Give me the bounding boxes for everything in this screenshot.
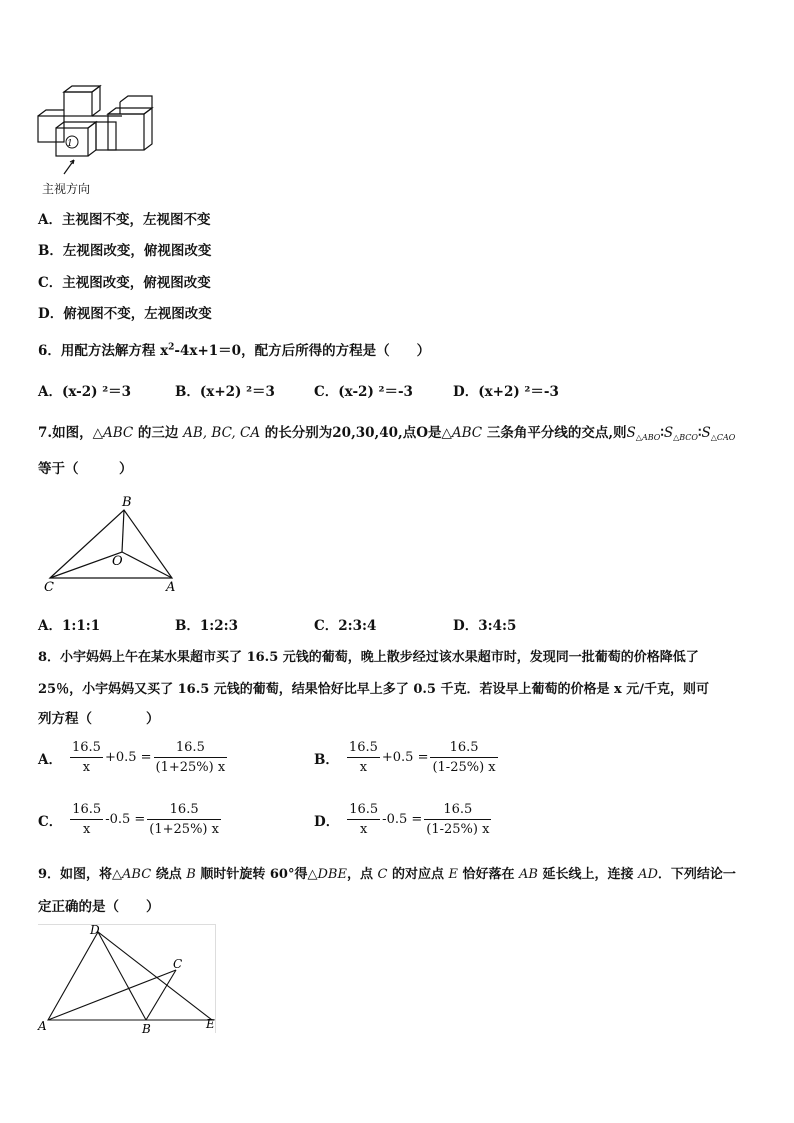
figure-caption: 主视方向	[42, 182, 91, 196]
q6-option-b: B．(x+2) ²＝3	[175, 384, 275, 400]
q8-option-a: A． $\frac{16.5}{x}$ +0.5 = $\frac{16.5}{(1+25\%) x}$	[38, 740, 226, 775]
cube-circle-number: 1	[67, 139, 73, 149]
q9-stem-line2: 定正确的是（ ）	[38, 899, 160, 915]
q7-stem: 7.如图，△ABC 的三边 AB, BC, CA 的长分别为20,30,40,点O是△ABC 三条角平分线的交点,则$S_{\triangle ABO}∶S_{\triangle BCO}∶S_{\triangle CAO}$	[38, 425, 736, 442]
triangle-abc-figure	[38, 490, 188, 595]
q7-option-d: D．3:4:5	[453, 618, 517, 634]
label-b: B	[142, 1022, 151, 1036]
q7-stem-line2: 等于（ ）	[38, 461, 133, 477]
label-a: A	[38, 1019, 47, 1033]
q8-stem-line2: 25％，小宇妈妈又买了 16.5 元钱的葡萄，结果恰好比早上多了 0.5 千克．若设早上葡萄的价格是 x 元/千克，则可	[38, 682, 710, 697]
label-b: B	[122, 495, 132, 510]
q6-option-a: A．(x-2) ²＝3	[38, 384, 132, 400]
q8-stem-line1: 8．小宇妈妈上午在某水果超市买了 16.5 元钱的葡萄，晚上散步经过该水果超市时，发现同一批葡萄的价格降低了	[38, 650, 699, 665]
label-c: C	[44, 580, 54, 595]
label-c: C	[173, 957, 183, 971]
q8-option-d: D． $\frac{16.5}{x}$ -0.5 = $\frac{16.5}{(1-25\%) x}$	[314, 802, 490, 837]
q6-option-d: D．(x+2) ²＝-3	[453, 384, 559, 400]
q7-option-c: C．2:3:4	[314, 618, 377, 634]
q5-option-c: C．主视图改变，俯视图改变	[38, 275, 211, 291]
q8-option-b: B． $\frac{16.5}{x}$ +0.5 = $\frac{16.5}{(1-25\%) x}$	[314, 740, 496, 775]
q6-stem: 6．用配方法解方程 $x^2-4x+1=0$，配方后所得的方程是（ ）	[38, 342, 431, 359]
q7-option-a: A．1:1:1	[38, 618, 101, 634]
q9-stem: 9．如图，将△ABC 绕点 B 顺时针旋转 60°得△DBE，点 C 的对应点 E 恰好落在 AB 延长线上，连接 AD．下列结论一	[38, 867, 736, 882]
figure-border	[38, 924, 216, 1033]
q7-option-b: B．1:2:3	[175, 618, 239, 634]
label-e: E	[206, 1017, 215, 1031]
label-d: D	[90, 923, 100, 937]
q8-option-c: C． $\frac{16.5}{x}$ -0.5 = $\frac{16.5}{(1+25\%) x}$	[38, 802, 219, 837]
q6-option-c: C．(x-2) ²＝-3	[314, 384, 413, 400]
q5-option-a: A．主视图不变，左视图不变	[38, 212, 211, 228]
label-a: A	[166, 580, 176, 595]
q8-stem-line3: 列方程（ ）	[38, 711, 160, 727]
q5-option-d: D．俯视图不变，左视图改变	[38, 306, 212, 322]
q5-option-b: B．左视图改变，俯视图改变	[38, 243, 212, 259]
label-o: O	[112, 554, 123, 569]
